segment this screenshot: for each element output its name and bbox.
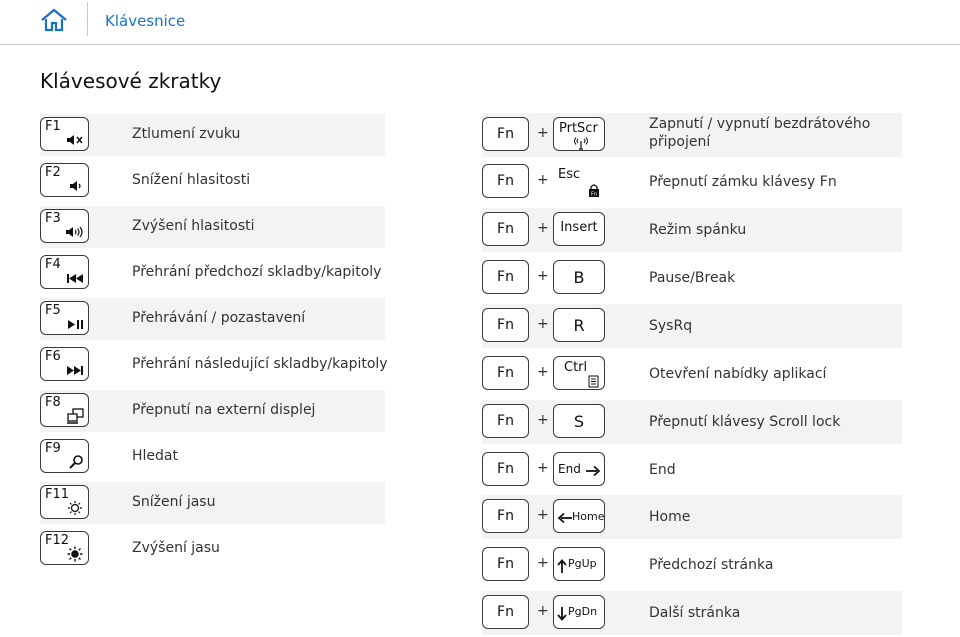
plus-sign: +	[537, 555, 549, 571]
key-label: F1	[45, 119, 61, 134]
key-label: F2	[45, 165, 61, 180]
key-label: S	[573, 412, 585, 431]
shortcut-row-fn-prtscr	[482, 113, 902, 157]
key-label: Fn	[497, 365, 514, 381]
arrow-right-icon	[585, 463, 601, 477]
shortcut-row-fn-s	[482, 400, 902, 444]
key-label: F11	[45, 487, 70, 502]
key-label: Insert	[560, 220, 598, 235]
shortcut-description: Pause/Break	[649, 270, 736, 286]
shortcut-row-f2	[40, 160, 385, 202]
shortcut-row-fn-home	[482, 495, 902, 539]
header-title[interactable]: Klávesnice	[105, 12, 186, 30]
key-label: Ctrl	[564, 360, 588, 375]
shortcut-description: Režim spánku	[649, 222, 747, 238]
key-label: PgDn	[568, 605, 598, 618]
key-label: Fn	[497, 126, 514, 142]
key-fn	[482, 356, 529, 390]
shortcut-row-f8	[40, 390, 385, 432]
shortcut-row-f6	[40, 344, 388, 386]
key-fn	[482, 452, 529, 486]
key-f11	[40, 485, 89, 519]
key-f6	[40, 347, 89, 381]
fn-lock-icon	[586, 182, 602, 196]
key-label: Fn	[497, 556, 514, 572]
key-label: Fn	[497, 269, 514, 285]
shortcut-row-fn-esc	[482, 160, 902, 204]
previous-track-icon	[65, 270, 85, 286]
shortcut-row-fn-pgdn	[482, 591, 902, 635]
key-insert	[553, 212, 605, 246]
key-pgdn	[553, 595, 605, 629]
brightness-down-icon	[65, 500, 85, 516]
plus-sign: +	[537, 364, 549, 380]
key-r	[553, 308, 605, 342]
shortcut-row-fn-end	[482, 448, 902, 492]
key-fn	[482, 595, 529, 629]
shortcut-description: Předchozí stránka	[649, 557, 774, 573]
key-label: PgUp	[568, 557, 597, 570]
plus-sign: +	[537, 412, 549, 428]
plus-sign: +	[537, 316, 549, 332]
plus-sign: +	[537, 172, 549, 188]
key-label: Esc	[558, 167, 581, 182]
shortcut-row-fn-insert	[482, 208, 902, 252]
next-track-icon	[65, 362, 85, 378]
shortcut-row-f11	[40, 482, 385, 524]
plus-sign: +	[537, 460, 549, 476]
key-label: F9	[45, 441, 61, 456]
shortcut-description: End	[649, 462, 676, 478]
key-label: F8	[45, 395, 61, 410]
key-label: Fn	[497, 604, 514, 620]
key-f8	[40, 393, 89, 427]
plus-sign: +	[537, 507, 549, 523]
shortcut-row-f9	[40, 436, 385, 478]
key-label: F6	[45, 349, 61, 364]
shortcut-description: Otevření nabídky aplikací	[649, 366, 827, 382]
key-f4	[40, 255, 89, 289]
key-fn	[482, 547, 529, 581]
external-display-icon	[65, 408, 85, 424]
shortcut-row-f1	[40, 114, 385, 156]
key-label: Fn	[497, 508, 514, 524]
key-end	[553, 452, 605, 486]
key-esc	[553, 164, 605, 198]
shortcut-row-f5	[40, 298, 385, 340]
key-fn	[482, 499, 529, 533]
arrow-left-icon	[557, 510, 573, 524]
shortcut-description: Přepnutí klávesy Scroll lock	[649, 414, 841, 430]
shortcut-row-fn-ctrl	[482, 352, 902, 396]
key-s	[553, 404, 605, 438]
plus-sign: +	[537, 603, 549, 619]
key-label: End	[558, 462, 581, 476]
shortcut-description: SysRq	[649, 318, 693, 334]
key-label: F5	[45, 303, 61, 318]
shortcut-description: Home	[649, 509, 691, 525]
shortcut-row-f4	[40, 252, 385, 294]
wireless-icon	[573, 135, 589, 149]
key-label: PrtScr	[559, 121, 598, 136]
key-f2	[40, 163, 89, 197]
shortcut-description: Přepnutí na externí displej	[132, 402, 316, 418]
shortcut-description: Ztlumení zvuku	[132, 126, 241, 142]
key-ctrl	[553, 356, 605, 390]
key-fn	[482, 164, 529, 198]
key-fn	[482, 212, 529, 246]
shortcut-row-f3	[40, 206, 385, 248]
key-f12	[40, 531, 89, 565]
play-pause-icon	[65, 316, 85, 332]
page-title: Klávesové zkratky	[40, 69, 222, 93]
key-label: Fn	[497, 173, 514, 189]
key-f5	[40, 301, 89, 335]
key-f1	[40, 117, 89, 151]
shortcut-description: Přepnutí zámku klávesy Fn	[649, 174, 837, 190]
key-fn	[482, 308, 529, 342]
shortcut-description: Zvýšení jasu	[132, 540, 220, 556]
key-f9	[40, 439, 89, 473]
key-label: Fn	[497, 221, 514, 237]
shortcut-row-fn-pgup	[482, 543, 902, 587]
key-label: Fn	[497, 461, 514, 477]
key-label: Fn	[497, 413, 514, 429]
key-label: F12	[45, 533, 70, 548]
shortcut-description: Přehrávání / pozastavení	[132, 310, 306, 326]
key-fn	[482, 260, 529, 294]
key-home	[553, 499, 605, 533]
volume-down-icon	[65, 178, 85, 194]
key-fn	[482, 117, 529, 151]
home-icon[interactable]	[40, 8, 68, 32]
shortcut-description: Přehrání předchozí skladby/kapitoly	[132, 264, 382, 280]
key-label: F3	[45, 211, 61, 226]
shortcut-description: Snížení jasu	[132, 494, 216, 510]
header-divider	[87, 2, 88, 36]
key-b	[553, 260, 605, 294]
svg-text:Fn: Fn	[590, 191, 598, 197]
plus-sign: +	[537, 125, 549, 141]
key-label: F4	[45, 257, 61, 272]
shortcut-description: Zapnutí / vypnutí bezdrátového připojení	[649, 116, 871, 150]
brightness-up-icon	[65, 546, 85, 562]
plus-sign: +	[537, 268, 549, 284]
shortcut-description: Hledat	[132, 448, 178, 464]
shortcut-description: Další stránka	[649, 605, 741, 621]
key-pgup	[553, 547, 605, 581]
shortcut-row-f12	[40, 528, 385, 570]
key-prtscr	[553, 117, 605, 151]
key-f3	[40, 209, 89, 243]
shortcut-description: Zvýšení hlasitosti	[132, 218, 255, 234]
mute-icon	[65, 132, 85, 148]
key-label: R	[573, 316, 585, 335]
volume-up-icon	[65, 224, 85, 240]
arrow-up-icon	[557, 558, 567, 572]
shortcut-description: Přehrání následující skladby/kapitoly	[132, 356, 388, 372]
search-icon	[65, 454, 85, 470]
key-label: Fn	[497, 317, 514, 333]
shortcut-row-fn-r	[482, 304, 902, 348]
header-bar	[0, 0, 960, 45]
arrow-down-icon	[557, 606, 567, 620]
key-label: Home	[572, 510, 605, 523]
plus-sign: +	[537, 220, 549, 236]
key-fn	[482, 404, 529, 438]
key-label: B	[573, 268, 585, 287]
menu-icon	[585, 373, 601, 387]
shortcut-row-fn-b	[482, 256, 902, 300]
shortcut-description: Snížení hlasitosti	[132, 172, 251, 188]
